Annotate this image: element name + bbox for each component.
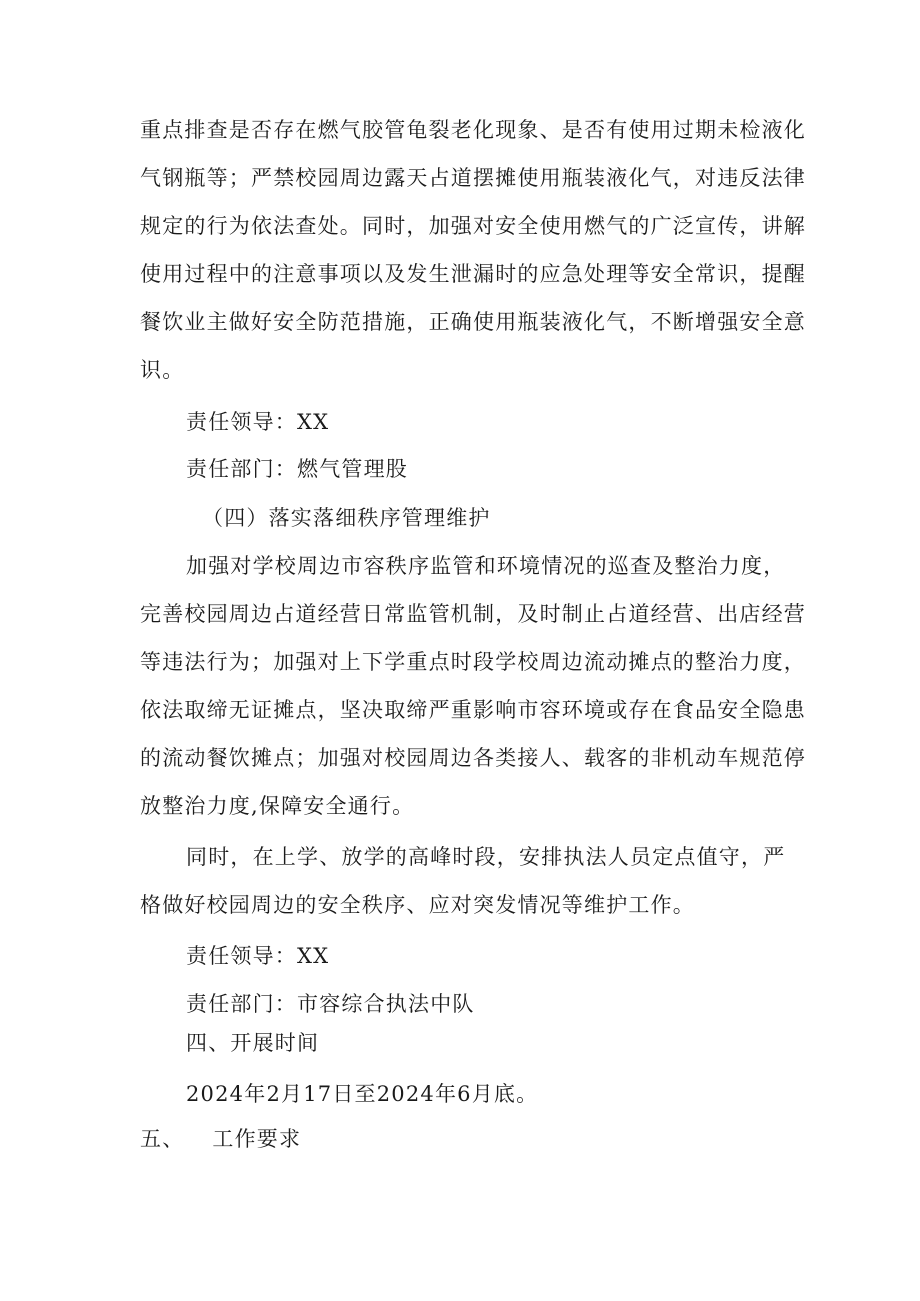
paragraph-line: 同时，在上学、放学的高峰时段，安排执法人员定点值守，严 — [186, 845, 786, 869]
part-heading: 四、开展时间 — [186, 1031, 320, 1055]
section-heading: （四）落实落细秩序管理维护 — [202, 506, 491, 530]
responsible-leader: 责任领导：XX — [186, 944, 330, 968]
paragraph-line: 依法取缔无证摊点，坚决取缔严重影响市容环境或存在食品安全隐患 — [140, 698, 806, 722]
responsible-department: 责任部门：燃气管理股 — [186, 457, 408, 481]
part-number: 五、 — [140, 1127, 185, 1151]
paragraph-line: 使用过程中的注意事项以及发生泄漏时的应急处理等安全常识，提醒 — [140, 262, 806, 286]
paragraph-line: 识。 — [140, 358, 185, 382]
paragraph-line: 等违法行为；加强对上下学重点时段学校周边流动摊点的整治力度， — [140, 650, 806, 674]
paragraph-line: 加强对学校周边市容秩序监管和环境情况的巡查及整治力度， — [186, 554, 786, 578]
period-text: 2024年2月17日至2024年6月底。 — [186, 1082, 539, 1106]
paragraph-line: 气钢瓶等；严禁校园周边露天占道摆摊使用瓶装液化气，对违反法律 — [140, 166, 806, 190]
part-heading — [140, 1124, 301, 1154]
responsible-leader: 责任领导：XX — [186, 410, 330, 434]
responsible-department: 责任部门：市容综合执法中队 — [186, 992, 475, 1016]
part-title: 工作要求 — [212, 1127, 302, 1151]
paragraph-line: 餐饮业主做好安全防范措施，正确使用瓶装液化气，不断增强安全意 — [140, 310, 806, 334]
paragraph-line: 的流动餐饮摊点；加强对校园周边各类接人、载客的非机动车规范停 — [140, 746, 806, 770]
paragraph-line: 重点排查是否存在燃气胶管龟裂老化现象、是否有使用过期未检液化 — [140, 118, 806, 142]
paragraph-line: 规定的行为依法查处。同时，加强对安全使用燃气的广泛宣传，讲解 — [140, 214, 806, 238]
paragraph-line: 完善校园周边占道经营日常监管机制，及时制止占道经营、出店经营 — [140, 602, 806, 626]
paragraph-line: 放整治力度,保障安全通行。 — [140, 794, 415, 818]
paragraph-line: 格做好校园周边的安全秩序、应对突发情况等维护工作。 — [140, 893, 695, 917]
